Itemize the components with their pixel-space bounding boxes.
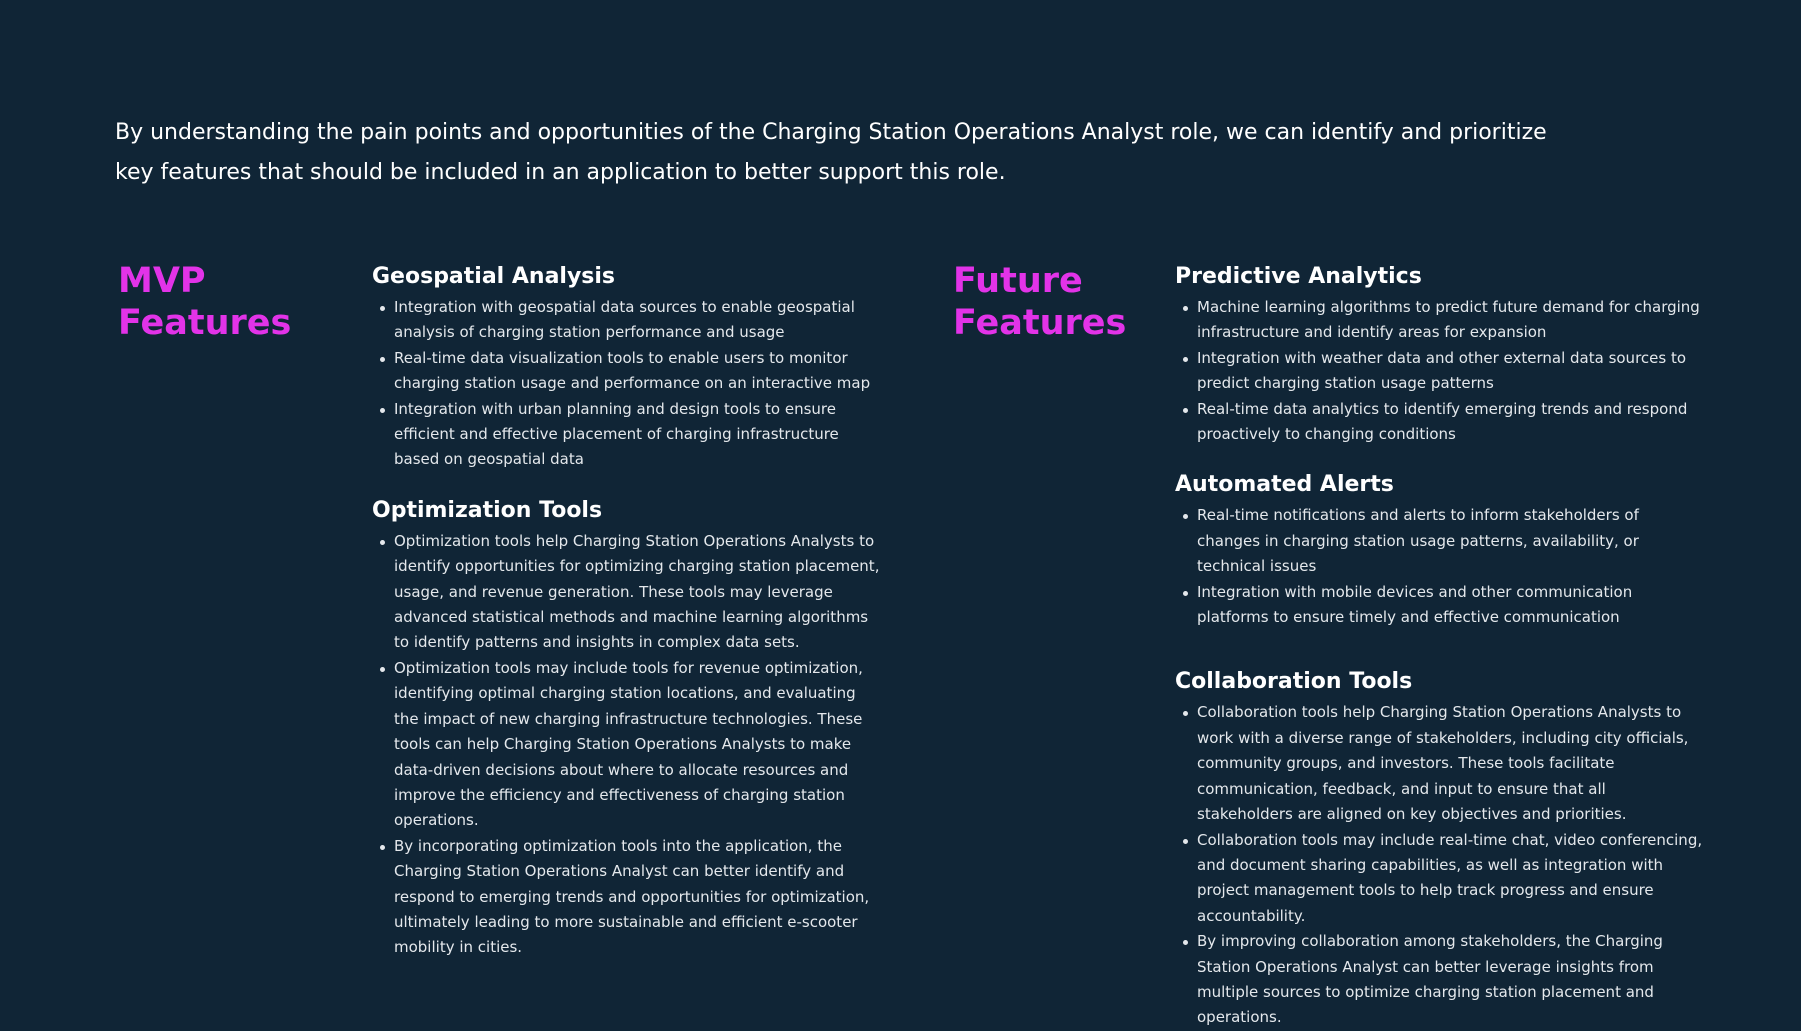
section-title: Predictive Analytics: [1175, 264, 1422, 289]
future-heading-line1: Future: [953, 261, 1083, 301]
list-item: Integration with geospatial data sources to enable geospatial analysis of charging station performance and usage: [394, 295, 882, 346]
section-title: Geospatial Analysis: [372, 264, 616, 289]
list-item: Integration with weather data and other external data sources to predict charging station usage patterns: [1197, 346, 1705, 397]
list-item: Real-time notifications and alerts to inform stakeholders of changes in charging station usage patterns, availability, or technical issues: [1197, 503, 1705, 579]
list-item: Real-time data visualization tools to enable users to monitor charging station usage and performance on an interactive map: [394, 346, 882, 397]
bullet-list: [372, 295, 882, 473]
list-item: Machine learning algorithms to predict future demand for charging infrastructure and identify areas for expansion: [1197, 295, 1705, 346]
section-title: Automated Alerts: [1175, 472, 1394, 498]
bullet-list: [1175, 295, 1705, 447]
intro-text: By understanding the pain points and opportunities of the Charging Station Operations Analyst role, we can identify and prioritize key features that should be included in an application to better support this role.: [115, 120, 1547, 185]
section-collaboration-tools: [1175, 668, 1705, 1030]
bullet-list: [1175, 700, 1705, 1030]
mvp-heading-line2: Features: [118, 303, 292, 343]
section-title: Optimization Tools: [372, 497, 603, 523]
bullet-list: [1175, 503, 1705, 630]
mvp-heading-line1: MVP: [118, 261, 206, 301]
list-item: Optimization tools help Charging Station Operations Analysts to identify opportunities for optimizing charging station placement, usage, and revenue generation. These tools may leverage advanced statistical methods and machine learning algorithms to identify patterns and insights in complex data sets.: [394, 529, 882, 656]
list-item: Optimization tools may include tools for revenue optimization, identifying optimal charging station locations, and evaluating the impact of new charging infrastructure technologies. These tools can help Charging Station Operations Analysts to make data-driven decisions about where to allocate resources and improve the efficiency and effectiveness of charging station operations.: [394, 656, 882, 834]
list-item: By improving collaboration among stakeholders, the Charging Station Operations Analyst can better leverage insights from multiple sources to optimize charging station placement and operations.: [1197, 929, 1705, 1031]
mvp-features-heading: [118, 260, 291, 344]
section-geospatial-analysis: [372, 263, 882, 473]
mvp-features-column: [372, 263, 882, 961]
future-heading-line2: Features: [953, 303, 1127, 343]
list-item: Integration with mobile devices and other communication platforms to ensure timely and effective communication: [1197, 580, 1705, 631]
list-item: Collaboration tools help Charging Station Operations Analysts to work with a diverse range of stakeholders, including city officials, community groups, and investors. These tools facilitate communication, feedback, and input to ensure that all stakeholders are aligned on key objectives and priorities.: [1197, 700, 1705, 827]
bullet-list: [372, 529, 882, 961]
section-automated-alerts: [1175, 471, 1705, 630]
section-title: Collaboration Tools: [1175, 669, 1413, 695]
future-features-column: [1175, 263, 1705, 1031]
section-optimization-tools: [372, 497, 882, 961]
list-item: By incorporating optimization tools into the application, the Charging Station Operations Analyst can better identify and respond to emerging trends and opportunities for optimization, ultimately leading to more sustainable and efficient e-scooter mobility in cities.: [394, 834, 882, 961]
list-item: Integration with urban planning and design tools to ensure efficient and effective placement of charging infrastructure based on geospatial data: [394, 397, 882, 473]
list-item: Real-time data analytics to identify emerging trends and respond proactively to changing conditions: [1197, 397, 1705, 448]
section-predictive-analytics: [1175, 263, 1705, 447]
list-item: Collaboration tools may include real-time chat, video conferencing, and document sharing capabilities, as well as integration with project management tools to help track progress and ensure accountability.: [1197, 828, 1705, 930]
future-features-heading: [953, 260, 1126, 344]
